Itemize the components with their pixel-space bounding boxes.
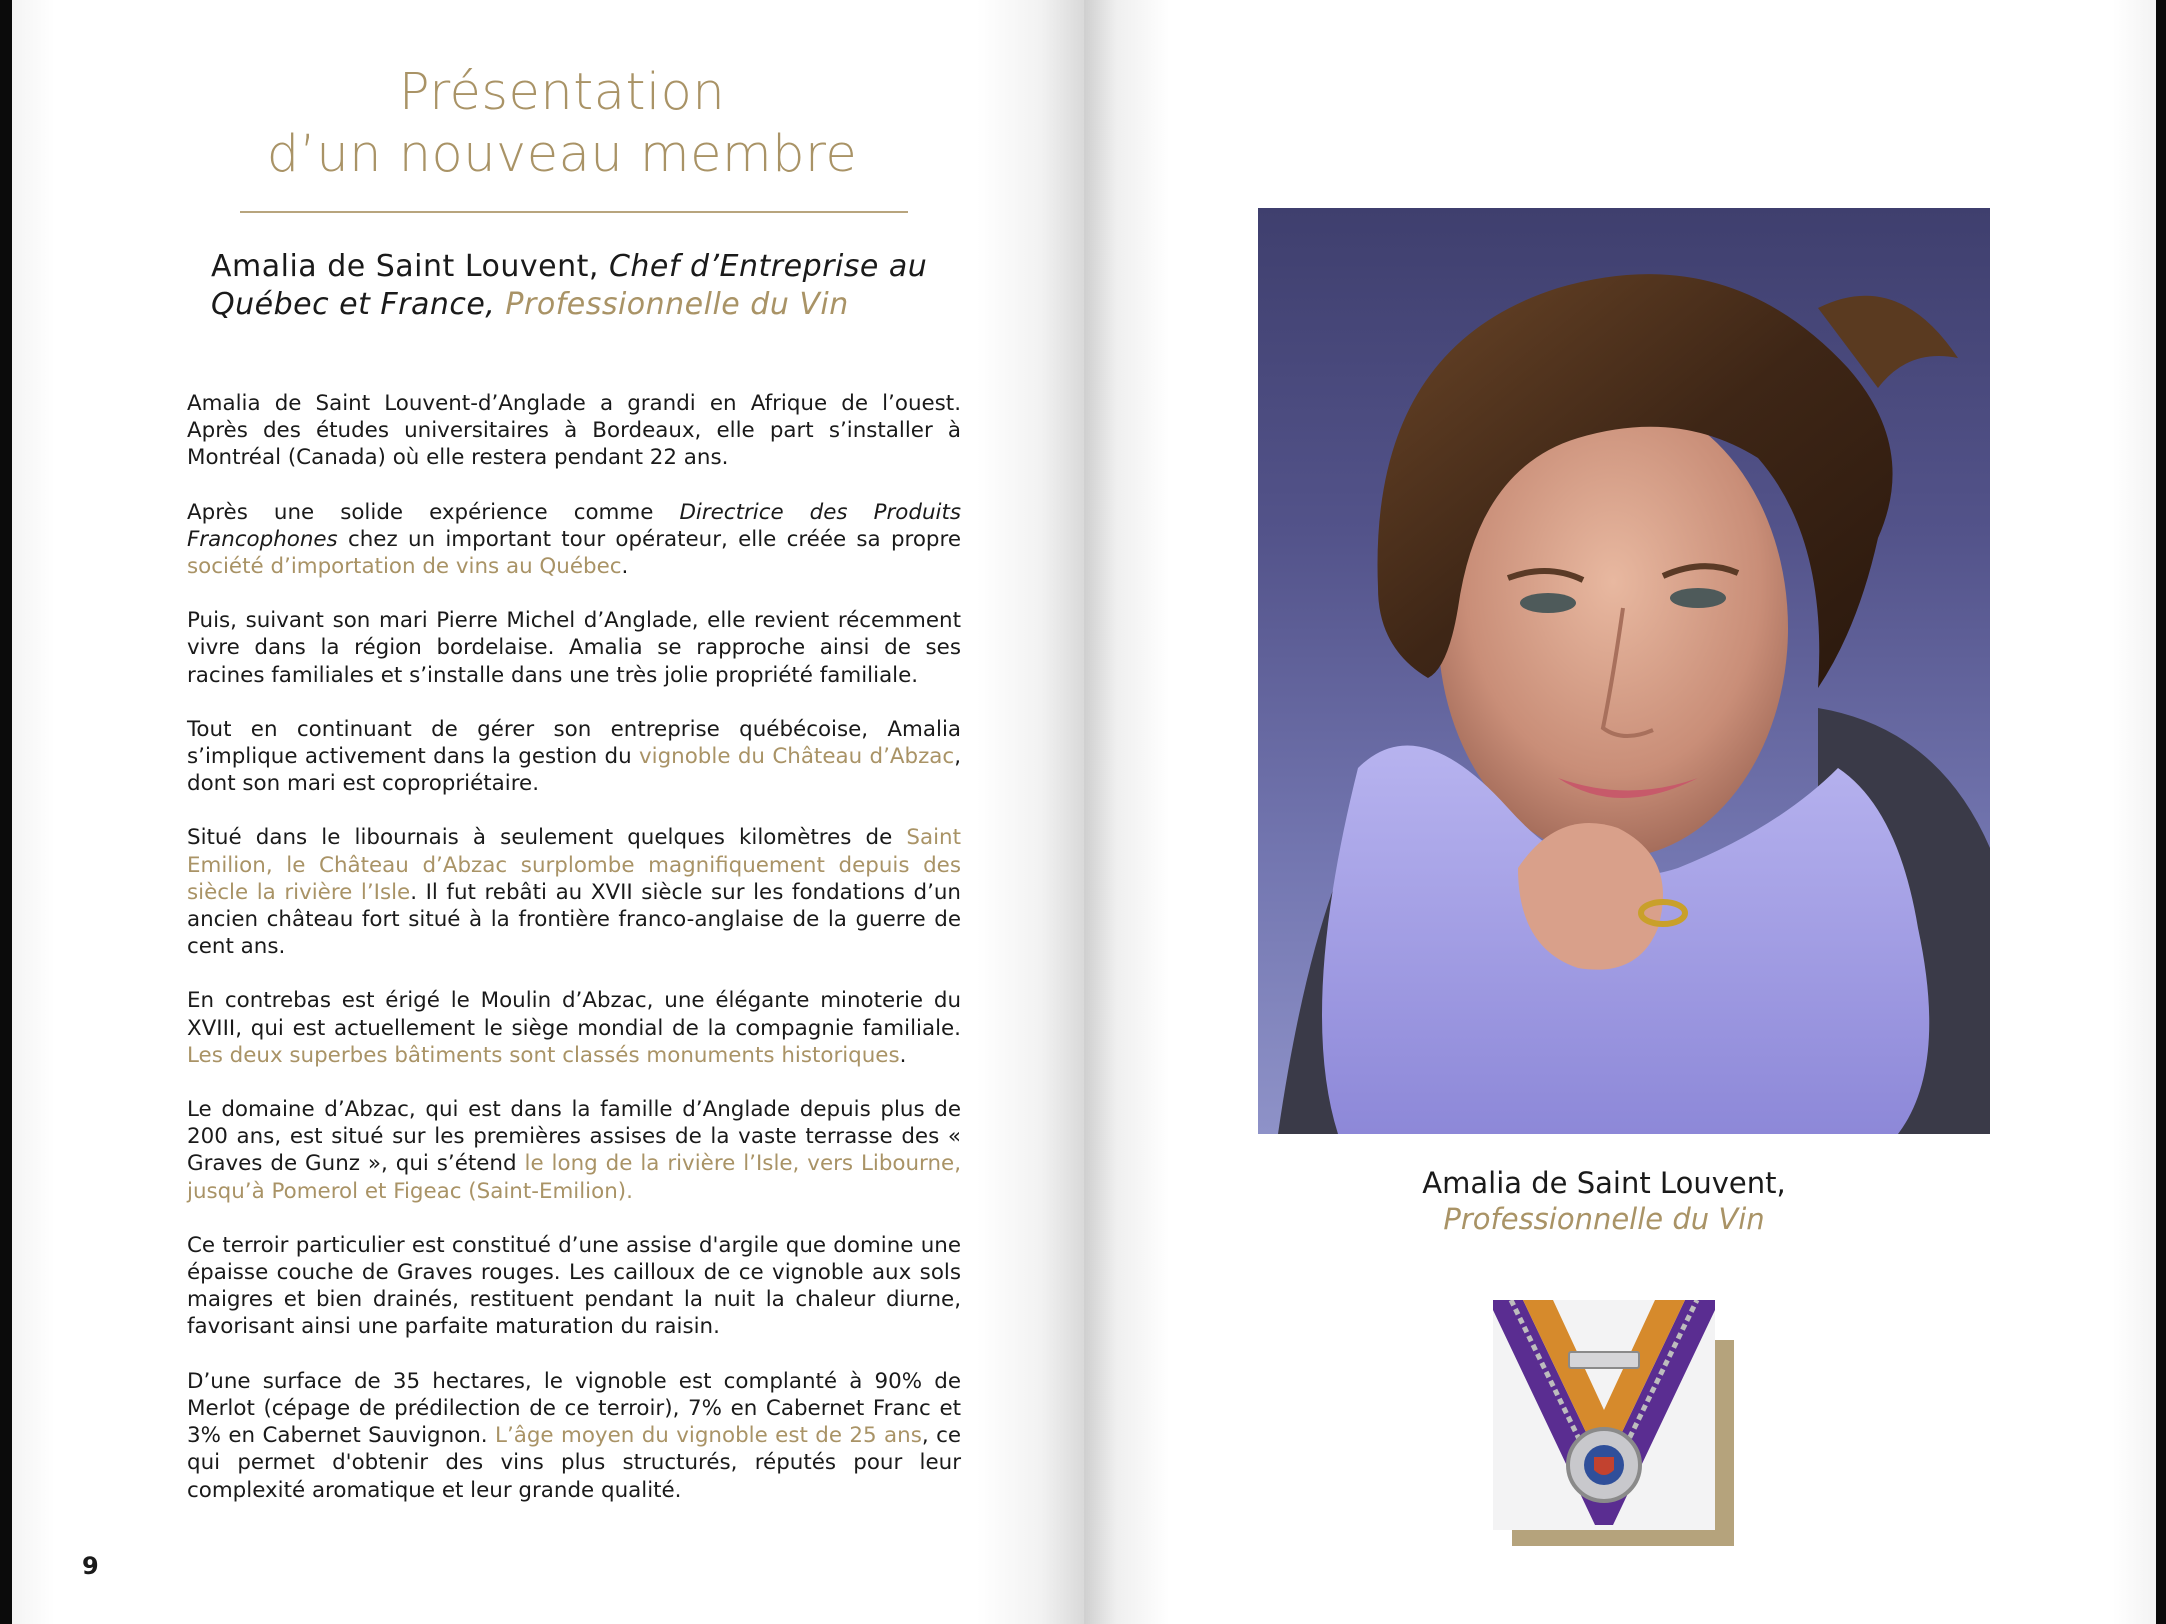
paragraph-text: . (899, 1042, 907, 1068)
highlight-text: société d’importation de vins au Québec (187, 554, 622, 580)
paragraph-text: En contrebas est érigé le Moulin d’Abzac, une élégante minoterie du XVIII, qui est actuellement le siège mondial de la compagnie familiale. (187, 988, 961, 1041)
paragraph-9 (187, 1368, 961, 1504)
paragraph-2 (187, 499, 961, 581)
portrait-caption (1258, 1165, 1950, 1237)
paragraph-3 (187, 607, 961, 689)
paragraph-text: Le domaine d’Abzac, qui est dans la famille d’Anglade depuis plus de 200 ans, est situé sur les premières assises de la vaste terrasse des « Graves de Gunz », qui s’étend (187, 1097, 961, 1177)
left-eye (1520, 593, 1576, 613)
sash-medal-illustration (1493, 1300, 1715, 1530)
paragraph-text: Tout en continuant de gérer son entreprise québécoise, Amalia s’implique activement dans la gestion du (187, 716, 961, 770)
highlight-text: le long de la rivière l’Isle, vers Libourne, jusqu’à Pomerol et Figeac (Saint-Emilion). (187, 1151, 961, 1204)
paragraph-7 (187, 1096, 961, 1205)
caption-name: Amalia de Saint Louvent, (1422, 1166, 1786, 1200)
paragraph-text: , ce qui permet d'obtenir des vins plus structurés, réputés pour leur complexité aromatique et leur grande qualité. (187, 1423, 961, 1503)
highlight-text: Saint Emilion, le Château d’Abzac surplombe magnifiquement depuis des siècle la rivière l’Isle (187, 825, 961, 905)
subtitle-name: Amalia de Saint Louvent, (211, 249, 609, 284)
paragraph-6 (187, 987, 961, 1069)
paragraph-text: Après une solide expérience comme (187, 499, 680, 525)
title-line-1: Présentation (398, 63, 726, 122)
paragraph-text: Puis, suivant son mari Pierre Michel d’Anglade, elle revient récemment vivre dans la région bordelaise. Amalia se rapproche ainsi de ses racines familiales et s’installe dans une très jolie propriété familiale. (187, 608, 961, 688)
highlight-text: vignoble du Château d’Abzac (638, 744, 955, 770)
paragraph-1 (187, 390, 961, 472)
portrait-illustration (1258, 208, 1990, 1134)
paragraph-text: Ce terroir particulier est constitué d’une assise d'argile que domine une épaisse couche de Graves rouges. Les cailloux de ce vignoble aux sols maigres et bien drainés, restituent pendant la nuit la chaleur diurne, favorisant ainsi une parfaite maturation du raisin. (187, 1232, 961, 1340)
paragraph-text: D’une surface de 35 hectares, le vignoble est complanté à 90% de Merlot (cépage de prédilection de ce terroir), 7% en Cabernet Franc et 3% en Cabernet Sauvignon. (187, 1368, 961, 1449)
subtitle-profession: Professionnelle du Vin (505, 287, 849, 322)
subtitle-role: Chef d’Entreprise au Québec et France, (211, 249, 928, 322)
caption-profession: Professionnelle du Vin (1443, 1202, 1765, 1236)
portrait-photo (1258, 208, 1990, 1134)
medal-shield (1594, 1457, 1614, 1475)
medal-photo (1493, 1300, 1715, 1530)
left-page (12, 0, 1084, 1624)
right-eye (1670, 588, 1726, 608)
medal-bar (1569, 1352, 1639, 1368)
title-line-2: d’un nouveau membre (266, 125, 858, 184)
highlight-text: Les deux superbes bâtiments sont classés monuments historiques (187, 1042, 900, 1068)
paragraph-text: . Il fut rebâti au XVII siècle sur les fondations d’un ancien château fort situé à la frontière franco-anglaise de la guerre de cent ans. (187, 879, 961, 960)
member-subtitle (211, 248, 931, 324)
page-title (12, 62, 1084, 186)
paragraph-5 (187, 824, 961, 960)
paragraph-text: , dont son mari est copropriétaire. (187, 744, 961, 797)
paragraph-text: . (621, 554, 629, 580)
highlight-text: L’âge moyen du vignoble est de 25 ans (495, 1423, 922, 1449)
paragraph-text: Amalia de Saint Louvent-d’Anglade a grandi en Afrique de l’ouest. Après des études universitaires à Bordeaux, elle part s’installer à Montréal (Canada) où elle restera pendant 22 ans. (187, 391, 961, 471)
paragraph-italic-text: Directrice des Produits Francophones (187, 499, 961, 552)
paragraph-4 (187, 716, 961, 798)
paragraph-8 (187, 1232, 961, 1341)
page-number: 9 (82, 1552, 99, 1580)
biography-text (187, 390, 961, 1531)
title-divider (240, 211, 908, 213)
paragraph-text: Situé dans le libournais à seulement quelques kilomètres de (187, 825, 907, 851)
paragraph-text: chez un important tour opérateur, elle créée sa propre (337, 526, 961, 552)
